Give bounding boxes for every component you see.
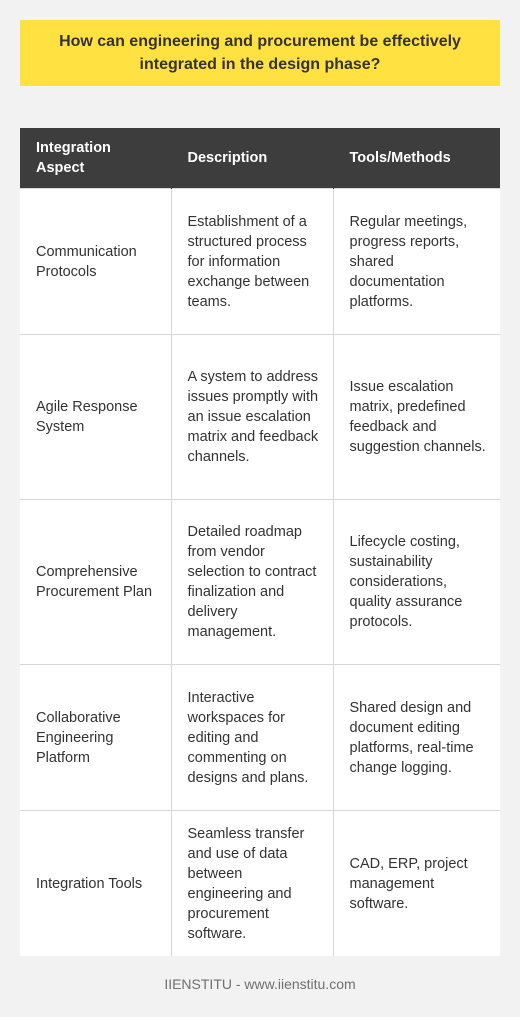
footer-credit: IIENSTITU - www.iienstitu.com xyxy=(164,976,356,992)
header-description: Description xyxy=(171,128,333,189)
title-banner xyxy=(20,20,500,86)
cell-aspect: Agile Response System xyxy=(20,335,171,500)
cell-aspect: Collaborative Engineering Platform xyxy=(20,665,171,811)
cell-tools: Lifecycle costing, sustainability considerations, quality assurance protocols. xyxy=(333,500,500,665)
table-header-row xyxy=(20,128,500,189)
table-row xyxy=(20,335,500,500)
table-row xyxy=(20,500,500,665)
header-integration-aspect: Integration Aspect xyxy=(20,128,171,189)
cell-tools: Shared design and document editing platforms, real-time change logging. xyxy=(333,665,500,811)
table-row xyxy=(20,811,500,957)
cell-description: Seamless transfer and use of data between engineering and procurement software. xyxy=(171,811,333,957)
cell-tools: CAD, ERP, project management software. xyxy=(333,811,500,957)
cell-aspect: Integration Tools xyxy=(20,811,171,957)
cell-aspect: Communication Protocols xyxy=(20,189,171,335)
integration-table xyxy=(20,128,500,956)
cell-description: Interactive workspaces for editing and commenting on designs and plans. xyxy=(171,665,333,811)
cell-description: A system to address issues promptly with an issue escalation matrix and feedback channels. xyxy=(171,335,333,500)
page-title: How can engineering and procurement be effectively integrated in the design phase? xyxy=(59,33,461,73)
cell-description: Detailed roadmap from vendor selection to contract finalization and delivery management. xyxy=(171,500,333,665)
cell-aspect: Comprehensive Procurement Plan xyxy=(20,500,171,665)
table-row xyxy=(20,189,500,335)
cell-tools: Issue escalation matrix, predefined feedback and suggestion channels. xyxy=(333,335,500,500)
header-tools-methods: Tools/Methods xyxy=(333,128,500,189)
table-row xyxy=(20,665,500,811)
cell-tools: Regular meetings, progress reports, shared documentation platforms. xyxy=(333,189,500,335)
cell-description: Establishment of a structured process for information exchange between teams. xyxy=(171,189,333,335)
